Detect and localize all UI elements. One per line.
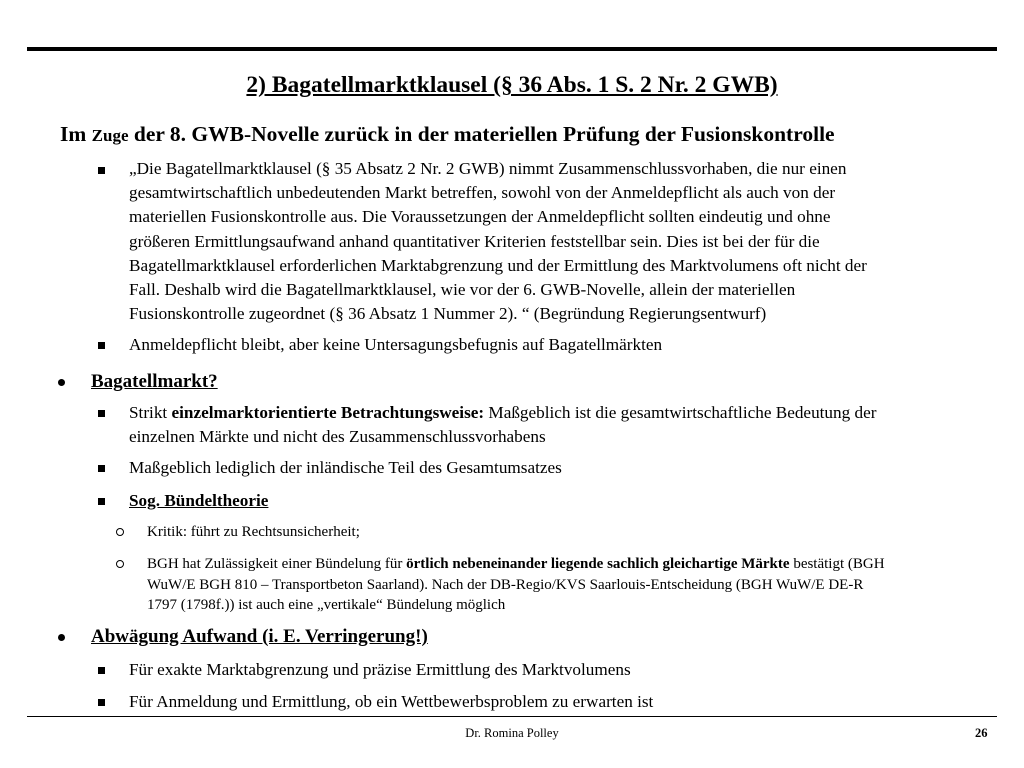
square-bullet-icon	[98, 342, 105, 349]
strikt-item	[129, 401, 999, 449]
top-rule	[27, 47, 997, 51]
bgh-bold: örtlich nebeneinander liegende sachlich gleichartige Märkte	[406, 556, 790, 572]
quote-line: materiellen Fusionskontrolle aus. Die Voraussetzungen der Anmeldepflicht sollten eindeutig und ohne	[129, 207, 831, 227]
anmeldung-text: Für Anmeldung und Ermittlung, ob ein Wettbewerbsproblem zu erwarten ist	[129, 692, 654, 711]
quote-paragraph	[129, 157, 999, 326]
heading-bagatellmarkt: Bagatellmarkt?	[91, 371, 218, 392]
square-bullet-icon	[98, 167, 105, 174]
square-bullet-icon	[98, 465, 105, 472]
subtitle-part1: Im	[60, 122, 92, 146]
kritik-text: Kritik: führt zu Rechtsunsicherheit;	[147, 524, 360, 540]
exakt-item	[129, 658, 999, 682]
footer-author: Dr. Romina Polley	[465, 726, 559, 740]
massgeblich-text: Maßgeblich lediglich der inländische Teil des Gesamtumsatzes	[129, 458, 562, 477]
bgh-pre: BGH hat Zulässigkeit einer Bündelung für	[147, 556, 407, 572]
square-bullet-icon	[98, 498, 105, 505]
bgh-line-2: WuW/E BGH 810 – Transportbeton Saarland). Nach der DB-Regio/KVS Saarlouis-Entscheidung (BGH WuW/E DE-R	[147, 576, 864, 593]
quote-line: gesamtwirtschaftlich unbedeutenden Markt betreffen, sowohl von der Anmeldepflicht als auch von der	[129, 183, 836, 203]
bgh-item	[147, 554, 1002, 616]
slide-subtitle	[60, 120, 1000, 150]
subtitle-part2: Zuge	[91, 126, 129, 145]
kritik-item	[147, 522, 1002, 543]
quote-line: Fall. Deshalb wird die Bagatellmarktklausel, wie vor der 6. GWB-Novelle, allein der materiellen	[129, 280, 796, 300]
circle-bullet-icon	[116, 528, 124, 536]
slide-title: 2) Bagatellmarktklausel (§ 36 Abs. 1 S. 2 Nr. 2 GWB)	[246, 72, 778, 98]
quote-line: größeren Ermittlungsaufwand anhand quantitativer Kriterien feststellbar sein. Dies ist bei der für die	[129, 231, 820, 251]
exakt-text: Für exakte Marktabgrenzung und präzise Ermittlung des Marktvolumens	[129, 660, 631, 679]
buendeltheorie-text: Sog. Bündeltheorie	[129, 491, 269, 510]
bgh-line-1	[147, 554, 1002, 575]
bgh-post: bestätigt (BGH	[789, 556, 885, 572]
anmeldung-item	[129, 690, 999, 714]
strikt-bold: einzelmarktorientierte Betrachtungsweise:	[171, 403, 485, 422]
round-bullet-icon	[58, 379, 65, 386]
buendeltheorie-item	[129, 489, 999, 513]
square-bullet-icon	[98, 699, 105, 706]
quote-line: „Die Bagatellmarktklausel (§ 35 Absatz 2 Nr. 2 GWB) nimmt Zusammenschlussvorhaben, die nur einen	[129, 159, 847, 178]
anmeldepflicht-text: Anmeldepflicht bleibt, aber keine Untersagungsbefugnis auf Bagatellmärkten	[129, 335, 663, 354]
strikt-line-1	[129, 401, 999, 425]
quote-line: Fusionskontrolle zugeordnet (§ 36 Absatz 1 Nummer 2). “ (Begründung Regierungsentwurf)	[129, 304, 767, 324]
square-bullet-icon	[98, 410, 105, 417]
massgeblich-item	[129, 456, 999, 480]
bottom-rule	[27, 716, 997, 717]
circle-bullet-icon	[116, 560, 124, 568]
strikt-post: Maßgeblich ist die gesamtwirtschaftliche Bedeutung der	[484, 403, 877, 422]
square-bullet-icon	[98, 667, 105, 674]
round-bullet-icon	[58, 634, 65, 641]
strikt-line-2: einzelnen Märkte und nicht des Zusammenschlussvorhabens	[129, 427, 546, 447]
bgh-line-3: 1797 (1798f.)) ist auch eine „vertikale“ Bündelung möglich	[147, 597, 506, 613]
anmeldepflicht-item	[129, 333, 999, 357]
page-number: 26	[975, 726, 988, 740]
quote-line: Bagatellmarktklausel erforderlichen Marktabgrenzung und der Ermittlung des Marktvolumens oft nicht der	[129, 255, 867, 275]
strikt-pre: Strikt	[129, 403, 172, 422]
subtitle-part3: der 8. GWB-Novelle zurück in der materiellen Prüfung der Fusionskontrolle	[128, 122, 835, 146]
heading-abwaegung: Abwägung Aufwand (i. E. Verringerung!)	[91, 626, 428, 647]
